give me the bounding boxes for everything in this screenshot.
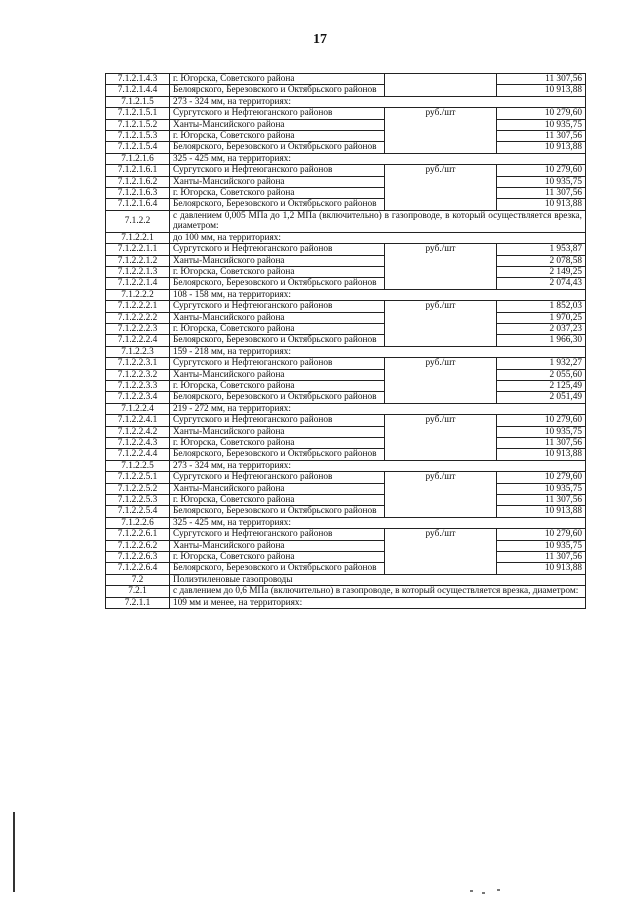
item-code: 7.1.2.2.4.4 [106, 449, 170, 460]
scan-artifact [470, 890, 473, 892]
territory-name: Белоярского, Березовского и Октябрьского районов [170, 392, 385, 403]
table-row [106, 255, 586, 266]
table-row [106, 85, 586, 96]
territory-name: г. Югорска, Советского района [170, 438, 385, 449]
item-code: 7.1.2.1.5.3 [106, 131, 170, 142]
item-code: 7.1.2.1.6.2 [106, 176, 170, 187]
territory-name: Сургутского и Нефтеюганского районов [170, 244, 385, 255]
territory-name: Белоярского, Березовского и Октябрьского районов [170, 199, 385, 210]
territory-name: Белоярского, Березовского и Октябрьского районов [170, 85, 385, 96]
price-cell: 10 279,60 [497, 472, 586, 483]
price-cell: 2 055,60 [497, 369, 586, 380]
price-cell: 10 279,60 [497, 165, 586, 176]
price-cell: 2 051,49 [497, 392, 586, 403]
table-row [106, 529, 586, 540]
territory-name: Ханты-Мансийского района [170, 540, 385, 551]
table-row [106, 415, 586, 426]
price-cell: 11 307,56 [497, 74, 586, 85]
subheading-row [106, 153, 586, 164]
territory-name: г. Югорска, Советского района [170, 495, 385, 506]
item-code: 7.1.2.1.5.4 [106, 142, 170, 153]
price-cell: 11 307,56 [497, 131, 586, 142]
table-row [106, 301, 586, 312]
unit-cell: руб./шт [385, 244, 497, 290]
table-row [106, 188, 586, 199]
subheading-row [106, 403, 586, 414]
item-code: 7.1.2.2.2.4 [106, 335, 170, 346]
subheading-row [106, 574, 586, 585]
scan-margin-mark [13, 812, 15, 892]
territory-name: Ханты-Мансийского района [170, 426, 385, 437]
price-cell: 11 307,56 [497, 552, 586, 563]
row-heading: с давлением до 0,6 МПа (включительно) в газопроводе, в который осуществляется врезка, диаметром: [170, 586, 586, 597]
table-body [106, 74, 586, 609]
subheading-row [106, 232, 586, 243]
price-cell: 2 074,43 [497, 278, 586, 289]
row-heading: 273 - 324 мм, на территориях: [170, 460, 586, 471]
subheading-row [106, 346, 586, 357]
table-row [106, 323, 586, 334]
unit-cell: руб./шт [385, 108, 497, 154]
row-heading: Полиэтиленовые газопроводы [170, 574, 586, 585]
table-row [106, 142, 586, 153]
item-code: 7.1.2.2.6.4 [106, 563, 170, 574]
price-cell: 1 953,87 [497, 244, 586, 255]
subheading-row [106, 597, 586, 608]
price-cell: 1 970,25 [497, 312, 586, 323]
territory-name: Ханты-Мансийского района [170, 176, 385, 187]
price-cell: 10 935,75 [497, 483, 586, 494]
table-row [106, 540, 586, 551]
item-code: 7.1.2.1.6.4 [106, 199, 170, 210]
section-row [106, 210, 586, 232]
table-row [106, 472, 586, 483]
scan-artifact [497, 889, 500, 891]
price-cell: 10 279,60 [497, 108, 586, 119]
territory-name: г. Югорска, Советского района [170, 74, 385, 85]
territory-name: Ханты-Мансийского района [170, 255, 385, 266]
row-heading: 325 - 425 мм, на территориях: [170, 517, 586, 528]
territory-name: г. Югорска, Советского района [170, 188, 385, 199]
table-row [106, 426, 586, 437]
item-code: 7.1.2.1.6 [106, 153, 170, 164]
item-code: 7.1.2.2.3.2 [106, 369, 170, 380]
territory-name: Сургутского и Нефтеюганского районов [170, 165, 385, 176]
price-cell: 10 279,60 [497, 529, 586, 540]
unit-cell [385, 74, 497, 97]
table-row [106, 199, 586, 210]
territory-name: Сургутского и Нефтеюганского районов [170, 415, 385, 426]
territory-name: г. Югорска, Советского района [170, 552, 385, 563]
subheading-row [106, 289, 586, 300]
row-heading: 159 - 218 мм, на территориях: [170, 346, 586, 357]
price-cell: 10 913,88 [497, 199, 586, 210]
territory-name: Белоярского, Березовского и Октябрьского районов [170, 335, 385, 346]
price-cell: 11 307,56 [497, 495, 586, 506]
item-code: 7.2 [106, 574, 170, 585]
table-row [106, 483, 586, 494]
unit-cell: руб./шт [385, 358, 497, 404]
table-row [106, 312, 586, 323]
item-code: 7.1.2.2.3.1 [106, 358, 170, 369]
table-row [106, 176, 586, 187]
price-cell: 10 913,88 [497, 506, 586, 517]
table-row [106, 119, 586, 130]
price-cell: 10 935,75 [497, 426, 586, 437]
row-heading: 219 - 272 мм, на территориях: [170, 403, 586, 414]
item-code: 7.1.2.2.3.3 [106, 380, 170, 391]
item-code: 7.1.2.2.4.1 [106, 415, 170, 426]
row-heading: 273 - 324 мм, на территориях: [170, 96, 586, 107]
item-code: 7.2.1 [106, 586, 170, 597]
table-row [106, 335, 586, 346]
territory-name: г. Югорска, Советского района [170, 131, 385, 142]
territory-name: Белоярского, Березовского и Октябрьского районов [170, 142, 385, 153]
territory-name: Белоярского, Березовского и Октябрьского районов [170, 449, 385, 460]
territory-name: Белоярского, Березовского и Октябрьского районов [170, 278, 385, 289]
scan-artifact [482, 892, 485, 894]
price-cell: 2 037,23 [497, 323, 586, 334]
price-cell: 10 935,75 [497, 176, 586, 187]
item-code: 7.1.2.2.1.4 [106, 278, 170, 289]
price-cell: 11 307,56 [497, 188, 586, 199]
price-cell: 2 125,49 [497, 380, 586, 391]
price-cell: 1 852,03 [497, 301, 586, 312]
item-code: 7.1.2.2.1.2 [106, 255, 170, 266]
territory-name: Белоярского, Березовского и Октябрьского районов [170, 506, 385, 517]
subheading-row [106, 460, 586, 471]
price-cell: 2 078,58 [497, 255, 586, 266]
item-code: 7.1.2.2.5.3 [106, 495, 170, 506]
item-code: 7.1.2.2.2 [106, 289, 170, 300]
table-row [106, 244, 586, 255]
item-code: 7.1.2.1.5.2 [106, 119, 170, 130]
price-cell: 10 913,88 [497, 142, 586, 153]
item-code: 7.1.2.2.5.2 [106, 483, 170, 494]
territory-name: г. Югорска, Советского района [170, 380, 385, 391]
item-code: 7.1.2.2.4 [106, 403, 170, 414]
price-cell: 11 307,56 [497, 438, 586, 449]
price-cell: 10 913,88 [497, 563, 586, 574]
price-cell: 10 913,88 [497, 449, 586, 460]
unit-cell: руб./шт [385, 165, 497, 211]
item-code: 7.1.2.2.2.2 [106, 312, 170, 323]
item-code: 7.1.2.2.1.1 [106, 244, 170, 255]
table-row [106, 495, 586, 506]
item-code: 7.1.2.1.6.1 [106, 165, 170, 176]
item-code: 7.1.2.1.4.3 [106, 74, 170, 85]
table-row [106, 563, 586, 574]
territory-name: Сургутского и Нефтеюганского районов [170, 358, 385, 369]
table-row [106, 552, 586, 563]
table-row [106, 449, 586, 460]
item-code: 7.1.2.1.4.4 [106, 85, 170, 96]
item-code: 7.1.2.2.2.3 [106, 323, 170, 334]
unit-cell: руб./шт [385, 529, 497, 575]
item-code: 7.1.2.2.2.1 [106, 301, 170, 312]
price-cell: 1 966,30 [497, 335, 586, 346]
item-code: 7.1.2.2.6.1 [106, 529, 170, 540]
table-row [106, 392, 586, 403]
territory-name: г. Югорска, Советского района [170, 266, 385, 277]
row-heading: 108 - 158 мм, на территориях: [170, 289, 586, 300]
item-code: 7.1.2.2.6.2 [106, 540, 170, 551]
row-heading: 109 мм и менее, на территориях: [170, 597, 586, 608]
item-code: 7.1.2.1.6.3 [106, 188, 170, 199]
territory-name: Ханты-Мансийского района [170, 369, 385, 380]
section-row [106, 586, 586, 597]
item-code: 7.1.2.2.6 [106, 517, 170, 528]
unit-cell: руб./шт [385, 301, 497, 347]
item-code: 7.1.2.2.6.3 [106, 552, 170, 563]
table-row [106, 278, 586, 289]
price-cell: 10 935,75 [497, 119, 586, 130]
tariff-table [105, 73, 586, 609]
price-cell: 2 149,25 [497, 266, 586, 277]
subheading-row [106, 96, 586, 107]
territory-name: Ханты-Мансийского района [170, 312, 385, 323]
subheading-row [106, 517, 586, 528]
territory-name: Сургутского и Нефтеюганского районов [170, 529, 385, 540]
table-row [106, 380, 586, 391]
table-row [106, 108, 586, 119]
item-code: 7.1.2.2.4.2 [106, 426, 170, 437]
table-row [106, 74, 586, 85]
territory-name: Белоярского, Березовского и Октябрьского районов [170, 563, 385, 574]
item-code: 7.1.2.2.5 [106, 460, 170, 471]
price-cell: 1 932,27 [497, 358, 586, 369]
table-row [106, 506, 586, 517]
unit-cell: руб./шт [385, 472, 497, 518]
table-row [106, 369, 586, 380]
item-code: 7.1.2.2.5.1 [106, 472, 170, 483]
item-code: 7.1.2.2.4.3 [106, 438, 170, 449]
territory-name: Сургутского и Нефтеюганского районов [170, 301, 385, 312]
item-code: 7.2.1.1 [106, 597, 170, 608]
table-row [106, 131, 586, 142]
item-code: 7.1.2.2.3.4 [106, 392, 170, 403]
territory-name: Ханты-Мансийского района [170, 119, 385, 130]
territory-name: г. Югорска, Советского района [170, 323, 385, 334]
item-code: 7.1.2.1.5 [106, 96, 170, 107]
price-cell: 10 913,88 [497, 85, 586, 96]
price-cell: 10 279,60 [497, 415, 586, 426]
row-heading: 325 - 425 мм, на территориях: [170, 153, 586, 164]
row-heading: с давлением 0,005 МПа до 1,2 МПа (включительно) в газопроводе, в который осуществляется врезка, диаметром: [170, 210, 586, 232]
territory-name: Сургутского и Нефтеюганского районов [170, 108, 385, 119]
territory-name: Ханты-Мансийского района [170, 483, 385, 494]
item-code: 7.1.2.1.5.1 [106, 108, 170, 119]
unit-cell: руб./шт [385, 415, 497, 461]
page-number: 17 [313, 32, 327, 47]
table-row [106, 266, 586, 277]
item-code: 7.1.2.2.3 [106, 346, 170, 357]
table-row [106, 165, 586, 176]
row-heading: до 100 мм, на территориях: [170, 232, 586, 243]
item-code: 7.1.2.2.5.4 [106, 506, 170, 517]
item-code: 7.1.2.2.1 [106, 232, 170, 243]
table-row [106, 438, 586, 449]
table-row [106, 358, 586, 369]
item-code: 7.1.2.2 [106, 210, 170, 232]
price-cell: 10 935,75 [497, 540, 586, 551]
territory-name: Сургутского и Нефтеюганского районов [170, 472, 385, 483]
item-code: 7.1.2.2.1.3 [106, 266, 170, 277]
